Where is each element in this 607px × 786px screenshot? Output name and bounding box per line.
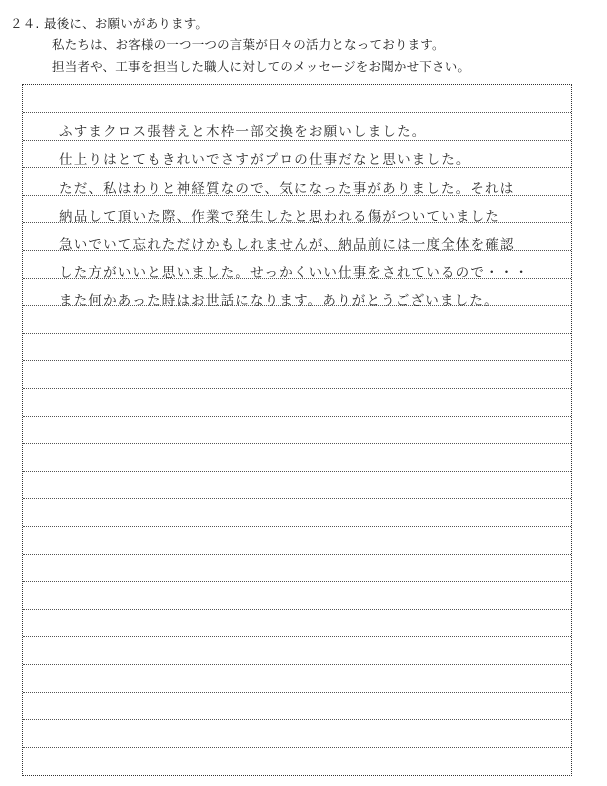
- ruled-line: [23, 112, 571, 113]
- ruled-line: [23, 719, 571, 720]
- ruled-line: [23, 664, 571, 665]
- question-text-line-3: 担当者や、工事を担当した職人に対してのメッセージをお聞かせ下さい。: [52, 59, 471, 74]
- question-text-line-2: 私たちは、お客様の一つ一つの言葉が日々の活力となっております。: [52, 37, 445, 52]
- answer-line-6: した方がいいと思いました。せっかくいい仕事をされているので・・・: [59, 265, 530, 281]
- ruled-line: [23, 333, 571, 334]
- ruled-line: [23, 636, 571, 637]
- ruled-line: [23, 747, 571, 748]
- answer-box: [22, 84, 572, 776]
- ruled-line: [23, 498, 571, 499]
- question-number: ２４.: [10, 16, 40, 31]
- ruled-line: [23, 526, 571, 527]
- answer-line-1: ふすまクロス張替えと木枠一部交換をお願いしました。: [59, 124, 427, 140]
- ruled-line: [23, 360, 571, 361]
- ruled-line: [23, 388, 571, 389]
- answer-line-7: また何かあった時はお世話になります。ありがとうございました。: [59, 293, 499, 309]
- question-title-line: [10, 14, 600, 34]
- answer-line-5: 急いでいて忘れただけかもしれませんが、納品前には一度全体を確認: [59, 237, 515, 253]
- question-title: 最後に、お願いがあります。: [44, 16, 209, 31]
- ruled-line: [23, 692, 571, 693]
- ruled-line: [23, 581, 571, 582]
- ruled-line: [23, 416, 571, 417]
- question-header: [10, 14, 600, 78]
- ruled-line: [23, 471, 571, 472]
- ruled-line: [23, 609, 571, 610]
- ruled-line: [23, 554, 571, 555]
- ruled-line: [23, 140, 571, 141]
- answer-line-2: 仕上りはとてもきれいでさすがプロの仕事だなと思いました。: [59, 152, 471, 168]
- ruled-line: [23, 443, 571, 444]
- answer-line-4: 納品して頂いた際、作業で発生したと思われる傷がついていました: [59, 209, 500, 225]
- answer-line-3: ただ、私はわりと神経質なので、気になった事がありました。それは: [59, 181, 515, 197]
